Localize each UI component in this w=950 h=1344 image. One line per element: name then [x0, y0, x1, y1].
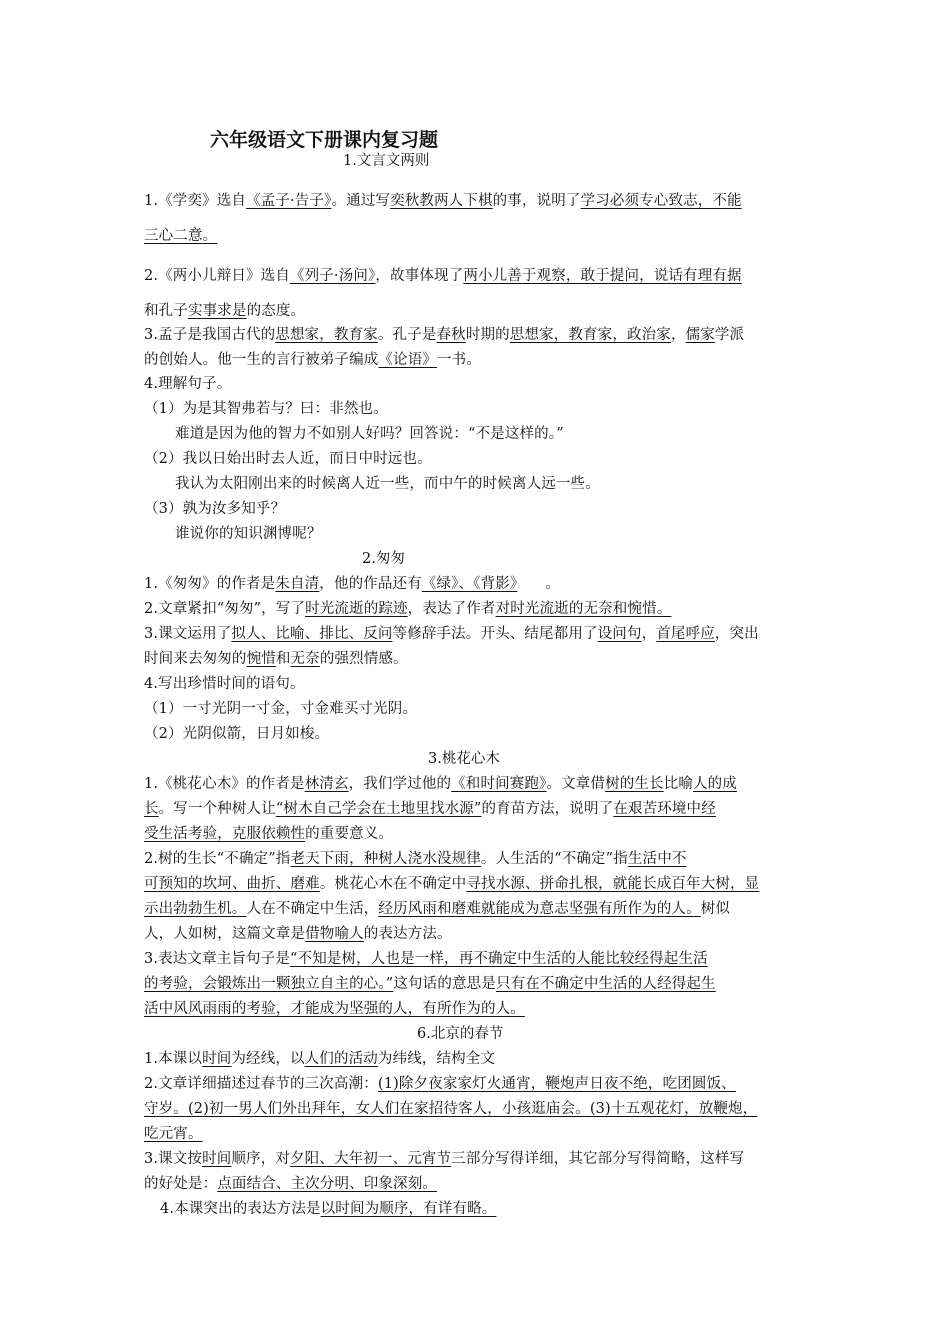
- s1-line-5: 3.孟子是我国古代的思想家，教育家。孔子是春秋时期的思想家，教育家，政治家，儒家学派: [144, 327, 745, 343]
- s1-line-7: 4.理解句子。: [144, 376, 232, 392]
- section-heading-3: 3.桃花心木: [428, 751, 500, 767]
- s1-line-4: 和孔子实事求是的态度。: [144, 303, 306, 319]
- section-heading-1: 1.文言文两则: [343, 153, 430, 169]
- s4-line-2: 2.文章详细描述过春节的三次高潮：(1)除夕夜家家灯火通宵，鞭炮声日夜不绝，吃团圆饭、: [144, 1076, 736, 1092]
- s1-line-10: （2）我以日始出时去人近，而日中时远也。: [144, 451, 432, 467]
- section-heading-2: 2.匆匆: [362, 551, 405, 567]
- s1-line-12: （3）孰为汝多知乎？: [144, 501, 286, 517]
- s1-line-3: 2.《两小儿辩日》选自《列子·汤问》，故事体现了两小儿善于观察，敢于提问，说话有理有据: [144, 268, 742, 284]
- s3-line-6: 示出勃勃生机。人在不确定中生活，经历风雨和磨难就能成为意志坚强有所作为的人。树似: [144, 901, 731, 917]
- s3-line-1: 1.《桃花心木》的作者是林清玄，我们学过他的《和时间赛跑》。文章借树的生长比喻人的成: [144, 776, 737, 792]
- s3-line-2: 长。写一个种树人让“树木自己学会在土地里找水源”的育苗方法，说明了在艰苦环境中经: [144, 801, 716, 817]
- s1-line-11: 我认为太阳刚出来的时候离人近一些，而中午的时候离人远一些。: [175, 476, 600, 492]
- s1-line-8: （1）为是其智弗若与？曰：非然也。: [144, 401, 388, 417]
- s4-line-7: 4.本课突出的表达方法是以时间为顺序，有详有略。: [160, 1201, 497, 1217]
- s4-line-4: 吃元宵。: [144, 1126, 203, 1142]
- s2-line-1: 1.《匆匆》的作者是朱自清，他的作品还有《绿》、《背影》 。: [144, 576, 560, 592]
- s4-line-1: 1.本课以时间为经线，以人们的活动为纬线，结构全文: [144, 1051, 496, 1067]
- s1-line-9: 难道是因为他的智力不如别人好吗？回答说：“不是这样的。”: [175, 426, 564, 442]
- s2-line-2: 2.文章紧扣“匆匆”，写了时光流逝的踪迹，表达了作者对时光流逝的无奈和惋惜。: [144, 601, 672, 617]
- s3-line-7: 人，人如树，这篇文章是借物喻人的表达方法。: [144, 926, 452, 942]
- s4-line-5: 3.课文按时间顺序，对夕阳、大年初一、元宵节三部分写得详细，其它部分写得简略，这样写: [144, 1151, 745, 1167]
- document-title: 六年级语文下册课内复习题: [210, 129, 439, 151]
- section-heading-4: 6.北京的春节: [417, 1026, 504, 1042]
- s1-line-6: 的创始人。他一生的言行被弟子编成《论语》一书。: [144, 352, 481, 368]
- s4-line-3: 守岁。(2)初一男人们外出拜年，女人们在家招待客人，小孩逛庙会。(3)十五观花灯，放鞭炮，: [144, 1101, 758, 1117]
- s3-line-9: 的考验，会锻炼出一颗独立自主的心。”这句话的意思是只有在不确定中生活的人经得起生: [144, 976, 716, 992]
- s3-line-5: 可预知的坎坷、曲折、磨难。桃花心木在不确定中寻找水源、拼命扎根，就能长成百年大树，显: [144, 876, 760, 892]
- s3-line-8: 3.表达文章主旨句子是“不知是树，人也是一样，再不确定中生活的人能比较经得起生活: [144, 951, 708, 967]
- s2-line-7: （2）光阴似箭，日月如梭。: [144, 726, 330, 742]
- s2-line-3: 3.课文运用了拟人、比喻、排比、反问等修辞手法。开头、结尾都用了设问句，首尾呼应，突出: [144, 626, 759, 642]
- s3-line-10: 活中风风雨雨的考验，才能成为坚强的人，有所作为的人。: [144, 1001, 525, 1017]
- s2-line-4: 时间来去匆匆的惋惜和无奈的强烈情感。: [144, 651, 408, 667]
- s1-line-1: 1.《学奕》选自《孟子·告子》。通过写奕秋教两人下棋的事，说明了学习必须专心致志，不能: [144, 193, 742, 209]
- s3-line-3: 受生活考验，克服依赖性的重要意义。: [144, 826, 394, 842]
- s1-line-13: 谁说你的知识渊博呢？: [175, 526, 322, 542]
- s1-line-2: 三心二意。: [144, 228, 218, 244]
- s4-line-6: 的好处是：点面结合、主次分明、印象深刻。: [144, 1176, 437, 1192]
- s3-line-4: 2.树的生长“不确定”指老天下雨，种树人浇水没规律。人生活的“不确定”指生活中不: [144, 851, 687, 867]
- s2-line-5: 4.写出珍惜时间的语句。: [144, 676, 305, 692]
- s2-line-6: （1）一寸光阴一寸金，寸金难买寸光阴。: [144, 701, 418, 717]
